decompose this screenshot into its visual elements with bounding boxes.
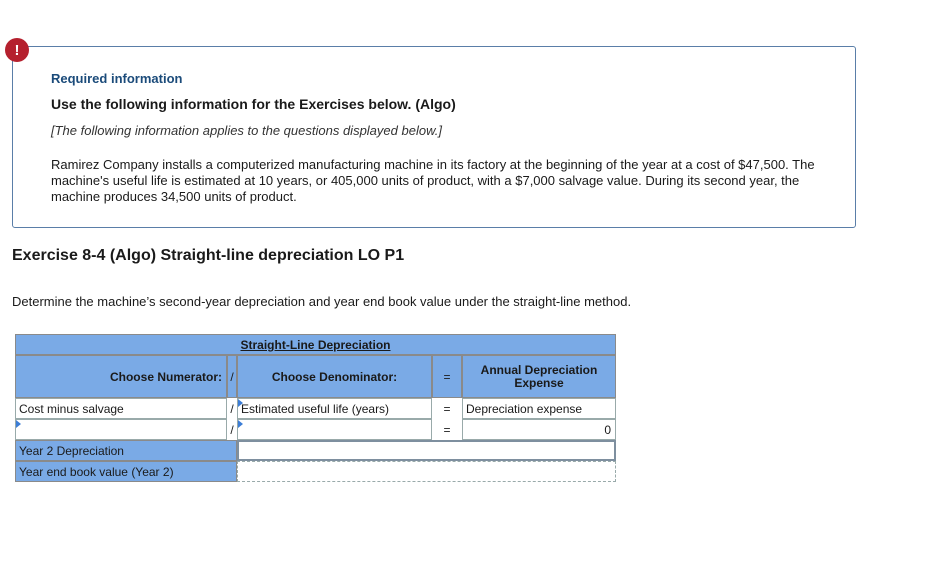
exercise-instruction: Determine the machine’s second-year depreciation and year end book value under the straight-line method. xyxy=(12,294,632,309)
result-input-2[interactable] xyxy=(462,419,616,440)
result-header: Annual Depreciation Expense xyxy=(462,355,616,398)
numerator-select-2[interactable] xyxy=(15,419,227,440)
result-number-2: 0 xyxy=(604,422,611,437)
year2-depreciation-label xyxy=(15,440,237,461)
table-title: Straight-Line Depreciation xyxy=(15,334,616,355)
book-value-label-text: Year end book value (Year 2) xyxy=(19,464,174,479)
equals-symbol-2: = xyxy=(432,419,462,440)
numerator-select-1[interactable] xyxy=(15,398,227,419)
denominator-select-2[interactable] xyxy=(237,419,432,440)
year2-depreciation-input[interactable] xyxy=(237,440,616,461)
equals-symbol-1: = xyxy=(432,398,462,419)
denominator-select-1[interactable] xyxy=(237,398,432,419)
divide-symbol-header: / xyxy=(227,355,237,398)
dropdown-marker-icon xyxy=(238,399,243,407)
dropdown-marker-icon xyxy=(16,420,21,428)
numerator-header: Choose Numerator: xyxy=(15,355,227,398)
denominator-value-1: Estimated useful life (years) xyxy=(241,401,390,416)
result-label-1 xyxy=(462,398,616,419)
scenario-text: Ramirez Company installs a computerized manufacturing machine in its factory at the beginning of the year at a cost of $47,500. The machine's useful life is estimated at 10 years, or 405,000 units of product, with a $7,000 salvage value. During its second year, the machine produces 34,500 units of product. xyxy=(51,157,815,204)
alert-icon: ! xyxy=(5,38,29,62)
year2-label-text: Year 2 Depreciation xyxy=(19,443,124,458)
depreciation-table xyxy=(15,334,616,482)
divide-symbol-2: / xyxy=(227,419,237,440)
equals-symbol-header: = xyxy=(432,355,462,398)
applies-note: [The following information applies to the questions displayed below.] xyxy=(51,123,442,138)
book-value-input[interactable] xyxy=(237,461,616,482)
required-info-label: Required information xyxy=(51,71,183,86)
use-info-title: Use the following information for the Exercises below. (Algo) xyxy=(51,96,456,112)
divide-symbol-1: / xyxy=(227,398,237,419)
book-value-label xyxy=(15,461,237,482)
dropdown-marker-icon xyxy=(238,420,243,428)
numerator-value-1: Cost minus salvage xyxy=(19,401,124,416)
result-value-1: Depreciation expense xyxy=(466,401,583,416)
exercise-title: Exercise 8-4 (Algo) Straight-line depreciation LO P1 xyxy=(12,247,405,264)
denominator-header: Choose Denominator: xyxy=(237,355,432,398)
